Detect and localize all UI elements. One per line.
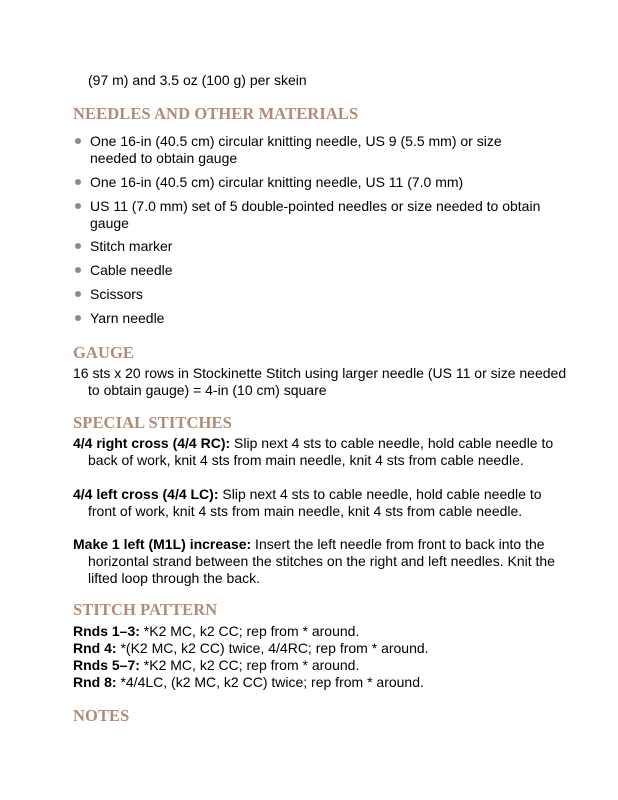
special-stitch-item bbox=[73, 486, 568, 520]
heading-gauge: GAUGE bbox=[73, 343, 135, 362]
list-item: Scissors bbox=[90, 286, 550, 303]
round-desc: *K2 MC, k2 CC; rep from * around. bbox=[139, 657, 360, 673]
pattern-row bbox=[73, 674, 553, 691]
list-item: Stitch marker bbox=[90, 238, 550, 255]
list-item: One 16-in (40.5 cm) circular knitting needle, US 11 (7.0 mm) bbox=[90, 174, 550, 191]
stitch-desc: Slip next 4 sts to cable needle, hold cable needle to back of work, knit 4 sts from main needle, knit 4 sts from cable needle. bbox=[88, 435, 554, 468]
list-item: Yarn needle bbox=[90, 310, 550, 327]
round-term: Rnds 5–7: bbox=[73, 657, 140, 673]
gauge-text: 16 sts x 20 rows in Stockinette Stitch using larger needle (US 11 or size needed to obtain gauge) = 4-in (10 cm) square bbox=[73, 365, 567, 398]
pattern-row bbox=[73, 657, 553, 674]
bullet-icon bbox=[75, 179, 81, 185]
list-item: US 11 (7.0 mm) set of 5 double-pointed needles or size needed to obtain gauge bbox=[90, 198, 550, 232]
round-desc: *(K2 MC, k2 CC) twice, 4/4RC; rep from * around. bbox=[116, 640, 429, 656]
heading-notes: NOTES bbox=[73, 706, 130, 725]
stitch-term: 4/4 right cross (4/4 RC): bbox=[73, 435, 231, 451]
list-item: Cable needle bbox=[90, 262, 550, 279]
heading-special-stitches: SPECIAL STITCHES bbox=[73, 413, 232, 432]
bullet-icon bbox=[75, 138, 81, 144]
bullet-icon bbox=[75, 267, 81, 273]
round-term: Rnd 4: bbox=[73, 640, 117, 656]
pattern-row bbox=[73, 640, 553, 657]
special-stitch-item bbox=[73, 435, 568, 469]
round-term: Rnd 8: bbox=[73, 674, 117, 690]
bullet-icon bbox=[75, 203, 81, 209]
round-term: Rnds 1–3: bbox=[73, 623, 140, 639]
bullet-icon bbox=[75, 243, 81, 249]
bullet-icon bbox=[75, 315, 81, 321]
intro-line: (97 m) and 3.5 oz (100 g) per skein bbox=[88, 72, 307, 88]
stitch-desc: Insert the left needle from front to back into the horizontal strand between the stitches on the right and left needles. Knit the lifted loop through the back. bbox=[88, 536, 555, 586]
stitch-desc: Slip next 4 sts to cable needle, hold cable needle to front of work, knit 4 sts from main needle, knit 4 sts from cable needle. bbox=[88, 486, 542, 519]
list-item: One 16-in (40.5 cm) circular knitting needle, US 9 (5.5 mm) or size needed to obtain gauge bbox=[90, 133, 550, 167]
heading-stitch-pattern: STITCH PATTERN bbox=[73, 600, 218, 619]
special-stitch-item bbox=[73, 536, 568, 587]
stitch-term: Make 1 left (M1L) increase: bbox=[73, 536, 252, 552]
stitch-term: 4/4 left cross (4/4 LC): bbox=[73, 486, 219, 502]
round-desc: *K2 MC, k2 CC; rep from * around. bbox=[139, 623, 360, 639]
round-desc: *4/4LC, (k2 MC, k2 CC) twice; rep from * around. bbox=[116, 674, 424, 690]
heading-needles: NEEDLES AND OTHER MATERIALS bbox=[73, 104, 359, 123]
pattern-row bbox=[73, 623, 553, 640]
bullet-icon bbox=[75, 291, 81, 297]
